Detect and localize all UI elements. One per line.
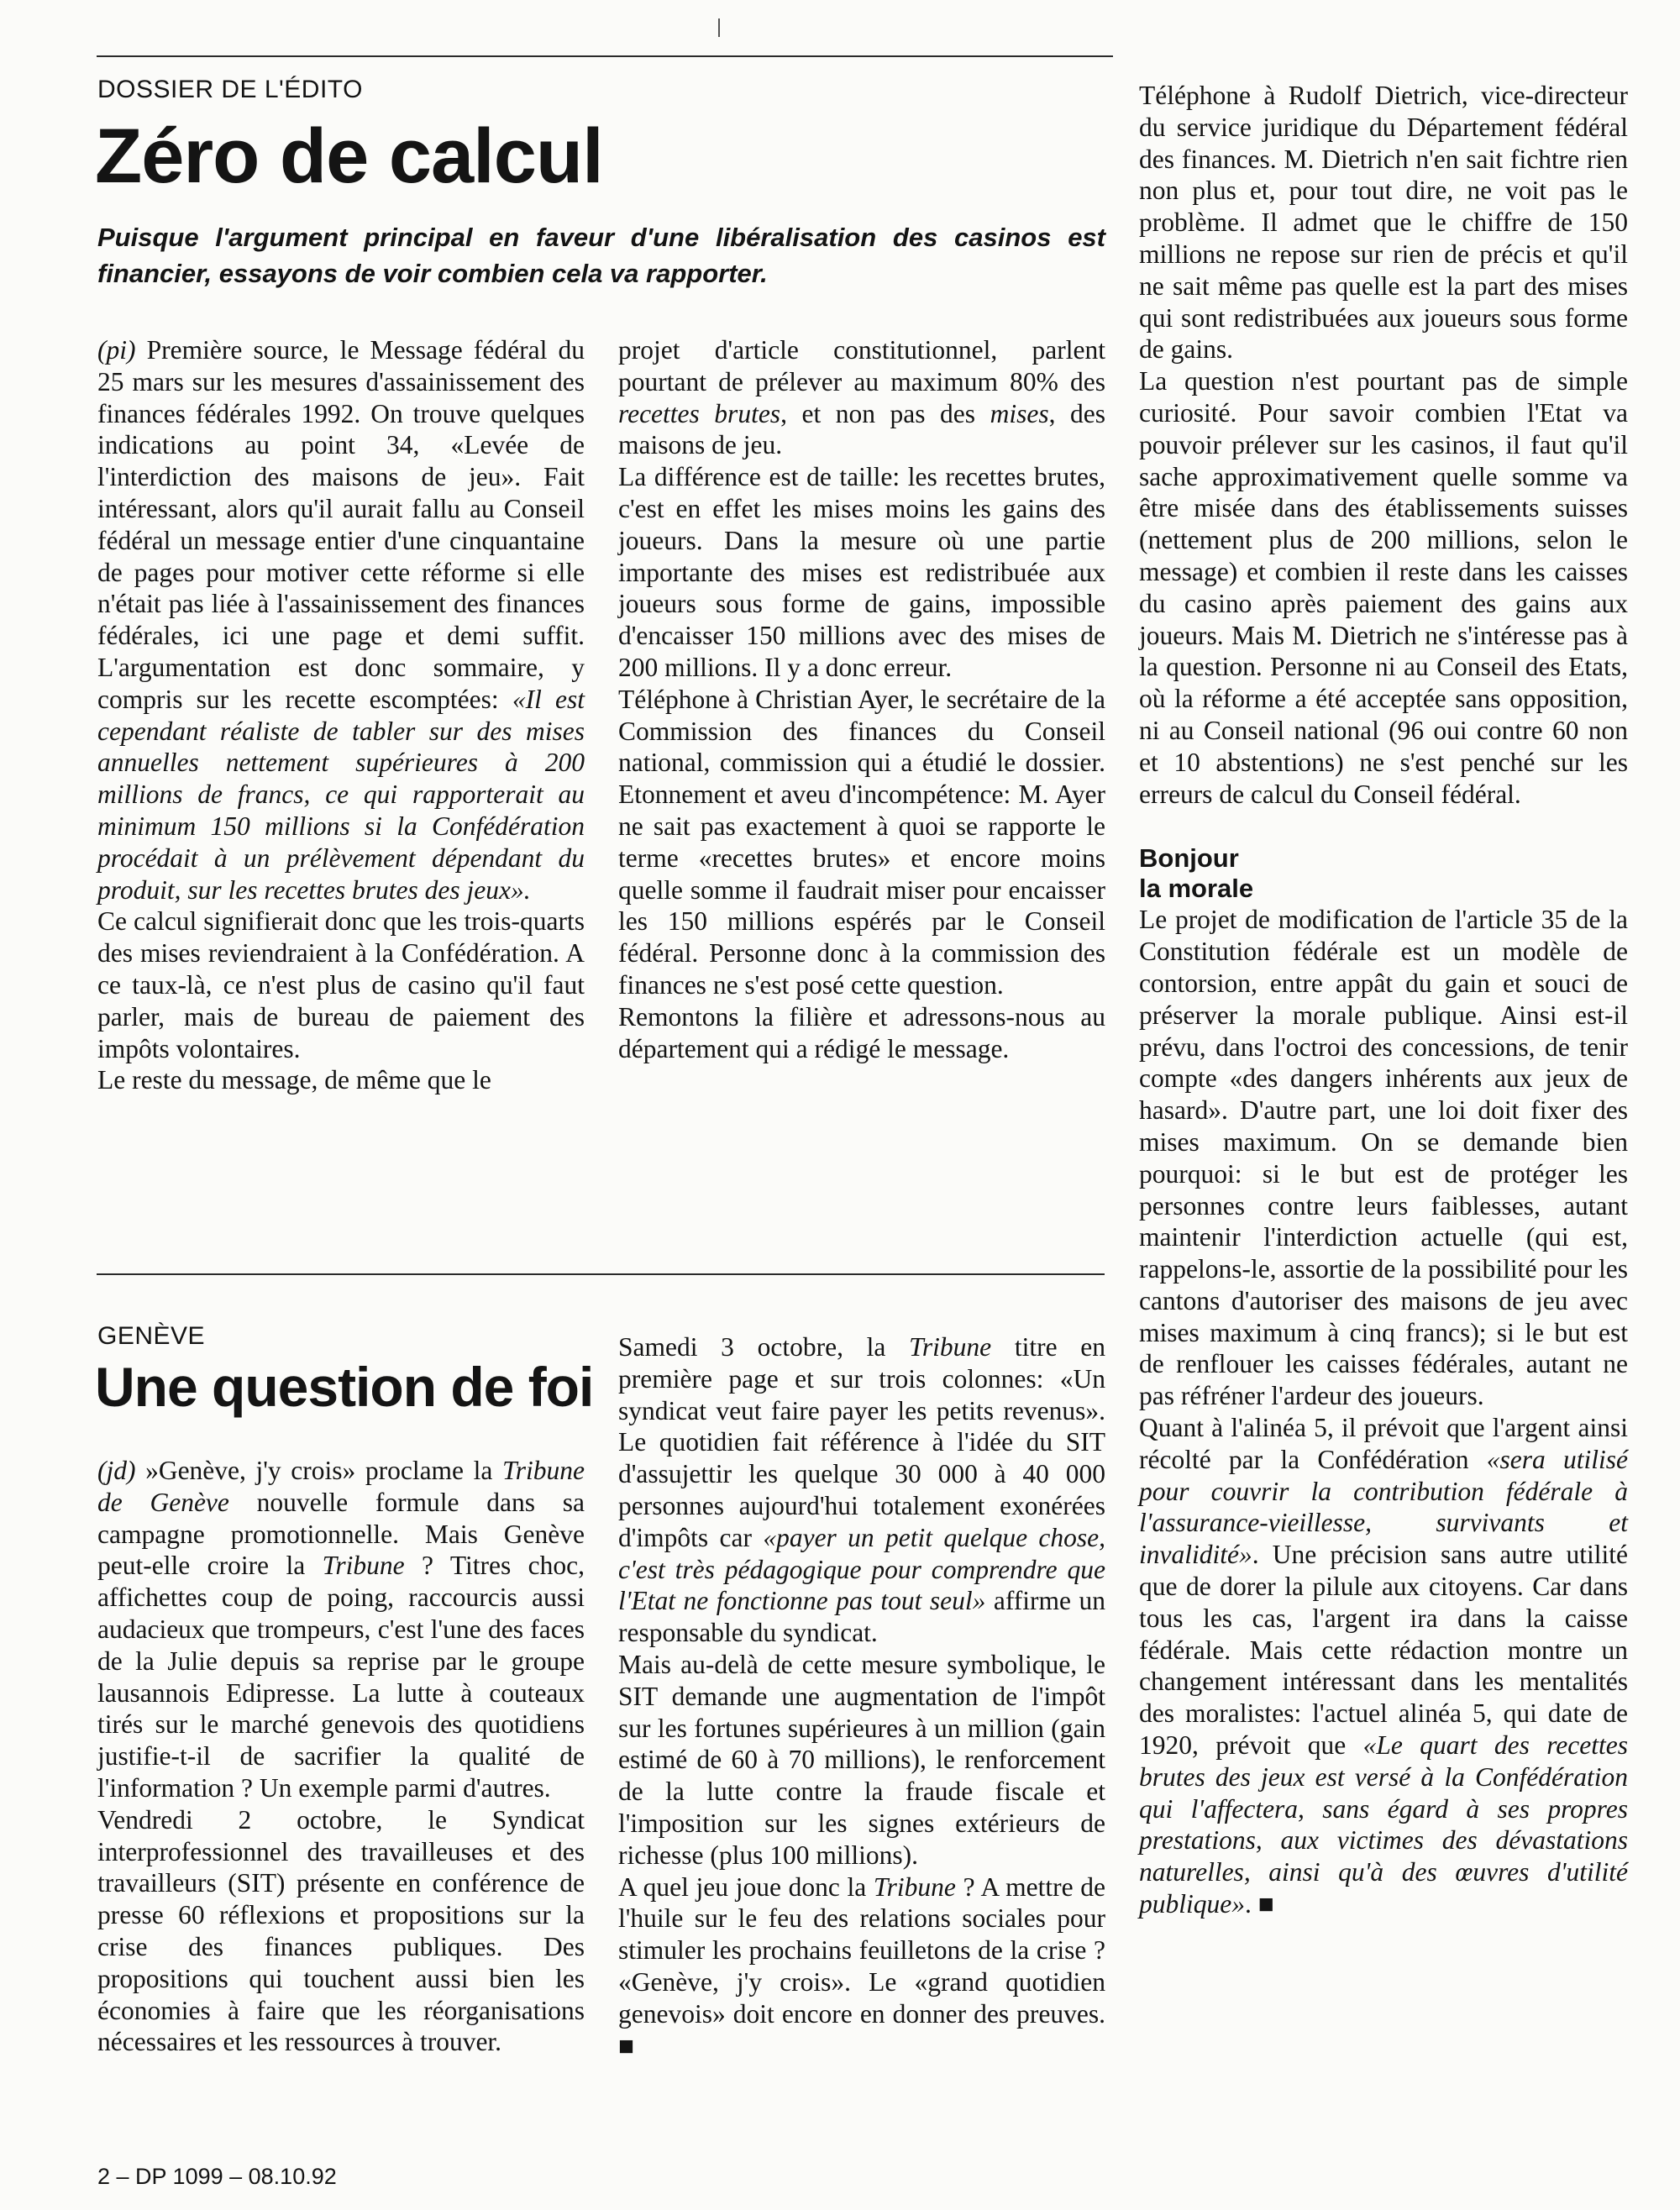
article1-column-3 (1139, 80, 1628, 1920)
article1-kicker: DOSSIER DE L'ÉDITO (97, 76, 363, 103)
text-span: Quant à l'alinéa 5, il prévoit que l'argent ainsi récolté par la Confédération (1139, 1413, 1628, 1474)
subheading (1139, 843, 1628, 904)
text-span: . Une précision sans autre utilité que de dorer la pilule aux citoyens. Car dans tous les cas, l'argent ira dans la caisse fédérale. Mais cette rédaction montre un changement intéressant dans les mentalités des moralistes: l'actuel alinéa 5, qui date de 1920, prévoit que (1139, 1540, 1628, 1761)
text-span: A quel jeu joue donc la (618, 1871, 874, 1902)
emphasis-span: recettes brutes (618, 398, 781, 428)
emphasis-span: mises (990, 398, 1049, 428)
author-initials: (jd) (97, 1456, 136, 1485)
text-span: Première source, le Message fédéral du 25 mars sur les mesures d'assainissement des finances fédérales 1992. On trouve quelques indications au point 34, «Levée de l'interdiction des maisons de jeu». Fait intéressant, alors qu'il aurait fallu au Conseil fédéral un message entier d'une cinquantaine de pages pour motiver cette réforme si elle n'était pas liée à l'assainissement des finances fédérales, ici une page et demi suffit. L'argumentation est donc sommaire, y compris sur les recette escomptées: (97, 335, 585, 714)
article1-column-2 (618, 334, 1105, 1064)
article1-col1-paragraph-1 (97, 334, 585, 906)
page-folio: 2 – DP 1099 – 08.10.92 (97, 2164, 337, 2189)
publication-name: Tribune (909, 1332, 992, 1362)
quote-span: «Il est cependant réaliste de tabler sur des mises annuelles nettement supérieures à 200 millions de francs, ce qui rapporterait au minimum 150 millions si la Confédération procédait à un prélèvement dépendant du produit, sur les recettes brutes des jeux». (97, 684, 585, 905)
text-span: projet d'article constitutionnel, parlent pourtant de prélever au maximum 80% des (618, 335, 1105, 396)
article1-title: Zéro de calcul (95, 113, 603, 199)
text-span: nouvelle formule dans sa campagne promotionnelle. Mais Genève peut-elle croire la (97, 1487, 585, 1581)
end-mark: . ■ (1245, 1889, 1274, 1919)
text-span: »Genève, j'y crois» proclame la (135, 1456, 502, 1485)
text-span: ? A mettre de l'huile sur le feu des relations sociales pour stimuler les prochains feuilletons de la crise ? «Genève, j'y crois». Le «grand quotidien genevois» doit encore en donner des preuves. ■ (618, 1871, 1105, 2060)
article2-column-1 (97, 1455, 585, 2058)
article1-col3-paragraph-2: La question n'est pourtant pas de simple curiosité. Pour savoir combien l'Etat va pouvoir prélever sur les casinos, il faut qu'il sache approximativement quelle somme va être misée dans des établissements suisses (nettement plus de 200 millions, selon le message) et combien il reste dans les caisses du casino après paiement des gains aux joueurs. Mais M. Dietrich ne s'intéresse pas à la question. Personne ni au Conseil des Etats, où la réforme a été acceptée sans opposition, ni au Conseil national (96 oui contre 60 non et 10 abstentions) ne s'est penché sur les erreurs de calcul du Conseil fédéral. (1139, 366, 1628, 809)
top-rule (97, 55, 1113, 57)
quote-span: «payer un petit quelque chose, c'est très pédagogique pour comprendre que l'Etat ne fonctionne pas tout seul» (618, 1522, 1105, 1616)
article2-col1-paragraph-2: Vendredi 2 octobre, le Syndicat interprofessionnel des travailleuses et des travailleurs (SIT) présente en conférence de presse 60 réflexions et propositions sur la crise des finances publiques. Des propositions qui touchent aussi bien les économies à faire que les réorganisations nécessaires et les ressources à trouver. (97, 1804, 585, 2057)
subheading-line-1: Bonjour (1139, 843, 1239, 874)
publication-name: Tribune (322, 1551, 405, 1581)
article1-col2-paragraph-3: Téléphone à Christian Ayer, le secrétaire de la Commission des finances du Conseil national, commission qui a étudié le dossier. Etonnement et aveu d'incompétence: M. Ayer ne sait pas exactement à quoi se rapporte le terme «recettes brutes» et encore moins quelle somme il faudrait miser pour encaisser les 150 millions espérés par le Conseil fédéral. Personne donc à la commission des finances ne s'est posé cette question. (618, 684, 1105, 1000)
text-span: Samedi 3 octobre, la (618, 1332, 910, 1362)
article2-col2-paragraph-2: Mais au-delà de cette mesure symbolique, le SIT demande une augmentation de l'impôt sur les fortunes supérieures à un million (gain estimé de 60 à 70 millions), le renforcement de la lutte contre la fraude fiscale et l'imposition sur les signes extérieurs de richesse (plus 100 millions). (618, 1649, 1105, 1870)
article-separator-rule (97, 1273, 1105, 1275)
article1-col2-paragraph-1 (618, 334, 1105, 461)
publication-name: Tribune de Genève (97, 1456, 585, 1517)
text-span: , et non pas des (780, 398, 990, 428)
quote-span: «sera utilisé pour couvrir la contribution fédérale à l'assurance-vieillesse, survivants et invalidité» (1139, 1444, 1628, 1570)
article2-col2-paragraph-3 (618, 1871, 1105, 2062)
text-span: affirme un responsable du syndicat. (618, 1586, 1106, 1648)
article1-col2-paragraph-2: La différence est de taille: les recettes brutes, c'est en effet les mises moins les gains des joueurs. Dans la mesure où une partie importante des mises est redistribuée aux joueurs sous forme de gains, impossible d'encaisser 150 millions avec des mises de 200 millions. Il y a donc erreur. (618, 462, 1105, 682)
publication-name: Tribune (873, 1871, 956, 1902)
article1-col1-paragraph-3: Le reste du message, de même que le (97, 1065, 491, 1095)
author-initials: (pi) (97, 335, 136, 365)
text-span: , des maisons de jeu. (618, 398, 1105, 460)
article2-col1-paragraph-1 (97, 1455, 585, 1804)
article2-title: Une question de foi (95, 1356, 594, 1418)
article1-column-1 (97, 334, 585, 1096)
article2-kicker: GENÈVE (97, 1322, 206, 1350)
quote-span: «Le quart des recettes brutes des jeux est versé à la Confédération qui l'affectera, sans égard à ses propres prestations, aux victimes des dévastations naturelles, ainsi qu'à des œuvres d'utilité publique» (1139, 1730, 1628, 1919)
article1-col3-paragraph-1: Téléphone à Rudolf Dietrich, vice-directeur du service juridique du Département fédéral des finances. M. Dietrich n'en sait fichtre rien non plus et, pour tout dire, ne voit pas le problème. Il admet que le chiffre de 150 millions ne repose sur rien de précis et qu'il ne sait même pas quelle est la part des mises qui sont redistribuées aux joueurs sous forme de gains. (1139, 81, 1628, 365)
text-span: titre en première page et sur trois colonnes: «Un syndicat veut faire payer les petits revenus». Le quotidien fait référence à l'idée du SIT d'assujettir les quelque 30 000 à 40 000 personnes aujourd'hui totalement exonérées d'impôts car (618, 1332, 1105, 1552)
text-span: ? Titres choc, affichettes coup de poing, raccourcis aussi audacieux que trompeurs, c'est l'une des faces de la Julie depuis sa reprise par le groupe lausannois Edipresse. La lutte à couteaux tirés sur le marché genevois des quotidiens justifie-t-il de sacrifier la qualité de l'information ? Un exemple parmi d'autres. (97, 1551, 585, 1803)
article1-lead: Puisque l'argument principal en faveur d'une libéralisation des casinos est financier, essayons de voir combien cela va rapporter. (97, 223, 1105, 288)
top-tick-mark (718, 18, 720, 37)
article1-col3-paragraph-4 (1139, 1412, 1628, 1920)
article2-col2-paragraph-1 (618, 1331, 1105, 1649)
article2-column-2 (618, 1331, 1105, 2061)
subheading-line-2: la morale (1139, 874, 1254, 904)
article1-col2-paragraph-4: Remontons la filière et adressons-nous au département qui a rédigé le message. (618, 1001, 1105, 1063)
article1-col1-paragraph-2: Ce calcul signifierait donc que les trois-quarts des mises reviendraient à la Confédération. A ce taux-là, ce n'est plus de casino qu'il faut parler, mais de bureau de paiement des impôts volontaires. (97, 906, 585, 1063)
article1-col3-paragraph-3: Le projet de modification de l'article 35 de la Constitution fédérale est un modèle de contorsion, entre appât du gain et souci de préserver la morale publique. Ainsi est-il prévu, dans l'octroi des concessions, de tenir compte «des dangers inhérents aux jeux de hasard». D'autre part, une loi doit fixer des mises maximum. On se demande bien pourquoi: si le but est de protéger les personnes contre leurs faiblesses, autant maintenir l'interdiction actuelle (qui est, rappelons-le, assortie de la possibilité pour les cantons d'autoriser des maisons de jeu avec mises maximum à cinq francs); si le but est de renflouer les caisses fédérales, autant ne pas réfréner l'ardeur des joueurs. (1139, 905, 1628, 1411)
